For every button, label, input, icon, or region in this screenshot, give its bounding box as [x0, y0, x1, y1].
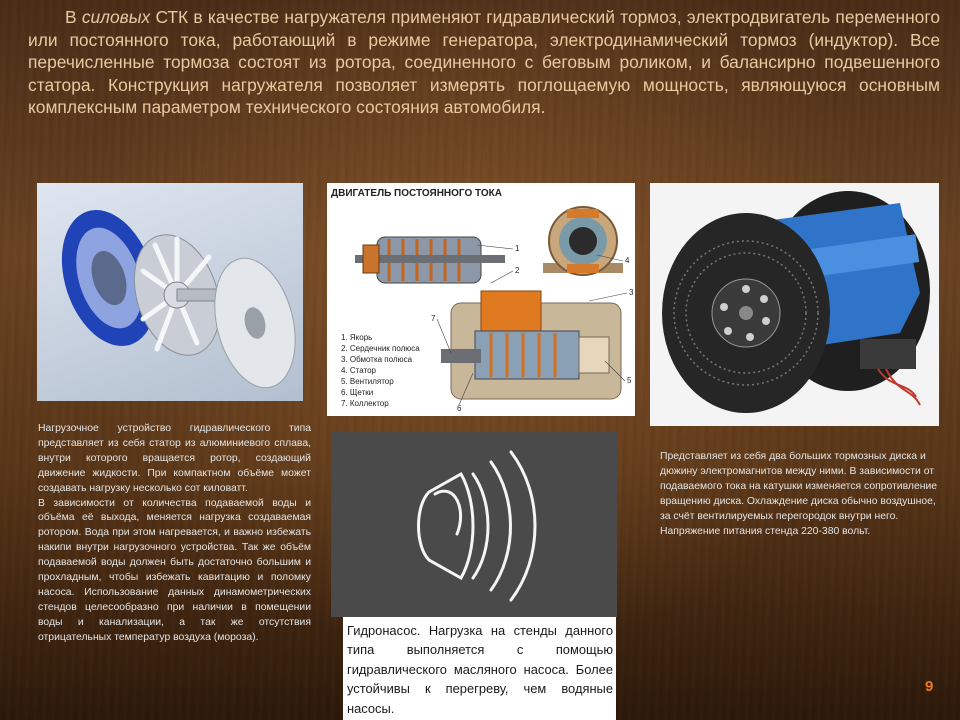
legend-item: 3. Обмотка полюса: [341, 355, 413, 364]
hydraulic-brake-image: [37, 183, 303, 401]
callout-number: 6: [457, 404, 462, 413]
page-number: 9: [925, 678, 934, 695]
hydraulic-brake-caption: [38, 422, 311, 646]
caption-paragraph: Представляет из себя два больших тормозных диска и дюжину электромагнитов между ними. В зависимости от подаваемого тока на катушки изменяется сопротивление вращению диска. Охлаждение диска обычно воздушное, за счёт вентилируемых перегородок внутри него. Напряжение питания стенда 220-380 вольт.: [660, 451, 938, 537]
hydraulic-pump-placeholder: [331, 432, 617, 617]
hydraulic-pump-caption: Гидронасос. Нагрузка на стенды данного типа выполняется с помощью гидравлического масляного насоса. Более устойчивы к перегреву, чем водяные насосы.: [343, 617, 616, 720]
intro-paragraph: В силовых СТК в качестве нагружателя применяют гидравлический тормоз, электродвигатель переменного или постоянного тока, работающий в режиме генератора, электродинамический тормоз (индуктор). Все перечисленные тормоза состоят из ротора, соединенного с беговым роликом, и балансирно подвешенного статора. Конструкция нагружателя позволяет измерять поглощаемую мощность, являющуюся основным комплексным параметром технического состояния автомобиля.: [28, 7, 940, 117]
callout-number: 7: [431, 314, 436, 323]
dc-motor-diagram: [327, 183, 635, 416]
callout-number: 2: [515, 266, 520, 275]
callout-number: 4: [625, 256, 630, 265]
dc-motor-title: ДВИГАТЕЛЬ ПОСТОЯННОГО ТОКА: [331, 188, 502, 199]
callout-number: 5: [627, 376, 632, 385]
legend-item: 2. Сердечник полюса: [341, 344, 420, 353]
callout-number: 3: [629, 288, 634, 297]
legend-item: 1. Якорь: [341, 333, 373, 342]
caption-paragraph: В зависимости от количества подаваемой воды и объёма её выхода, меняется нагрузка создаваемая ротором. Вода при этом нагревается, и важно избежать накипи внутри нагрузочного устройства. Так же объём подаваемой воды должен быть достаточно большим и прохладным, чтобы избежать кавитацию и поломку насоса. Использование данных динамометрических стендов целесообразно при наличии в помещении воды и канализации, а так же отсутствия отрицательных температур воздуха (мороза).: [38, 497, 311, 643]
legend-item: 7. Коллектор: [341, 399, 389, 408]
legend-item: 6. Щетки: [341, 388, 374, 397]
eddy-current-brake-image: [650, 183, 939, 426]
callout-number: 1: [515, 244, 520, 253]
caption-paragraph: Нагрузочное устройство гидравлического типа представляет из себя статор из алюминиевого сплава, внутри которого вращается ротор, создающий движение жидкости. При компактном объёме может создавать нагрузку несколько сот киловатт.: [38, 423, 311, 494]
hydraulic-pump-icon: [331, 432, 617, 617]
legend-item: 5. Вентилятор: [341, 377, 394, 386]
legend-item: 4. Статор: [341, 366, 376, 375]
eddy-brake-caption: [660, 450, 940, 539]
